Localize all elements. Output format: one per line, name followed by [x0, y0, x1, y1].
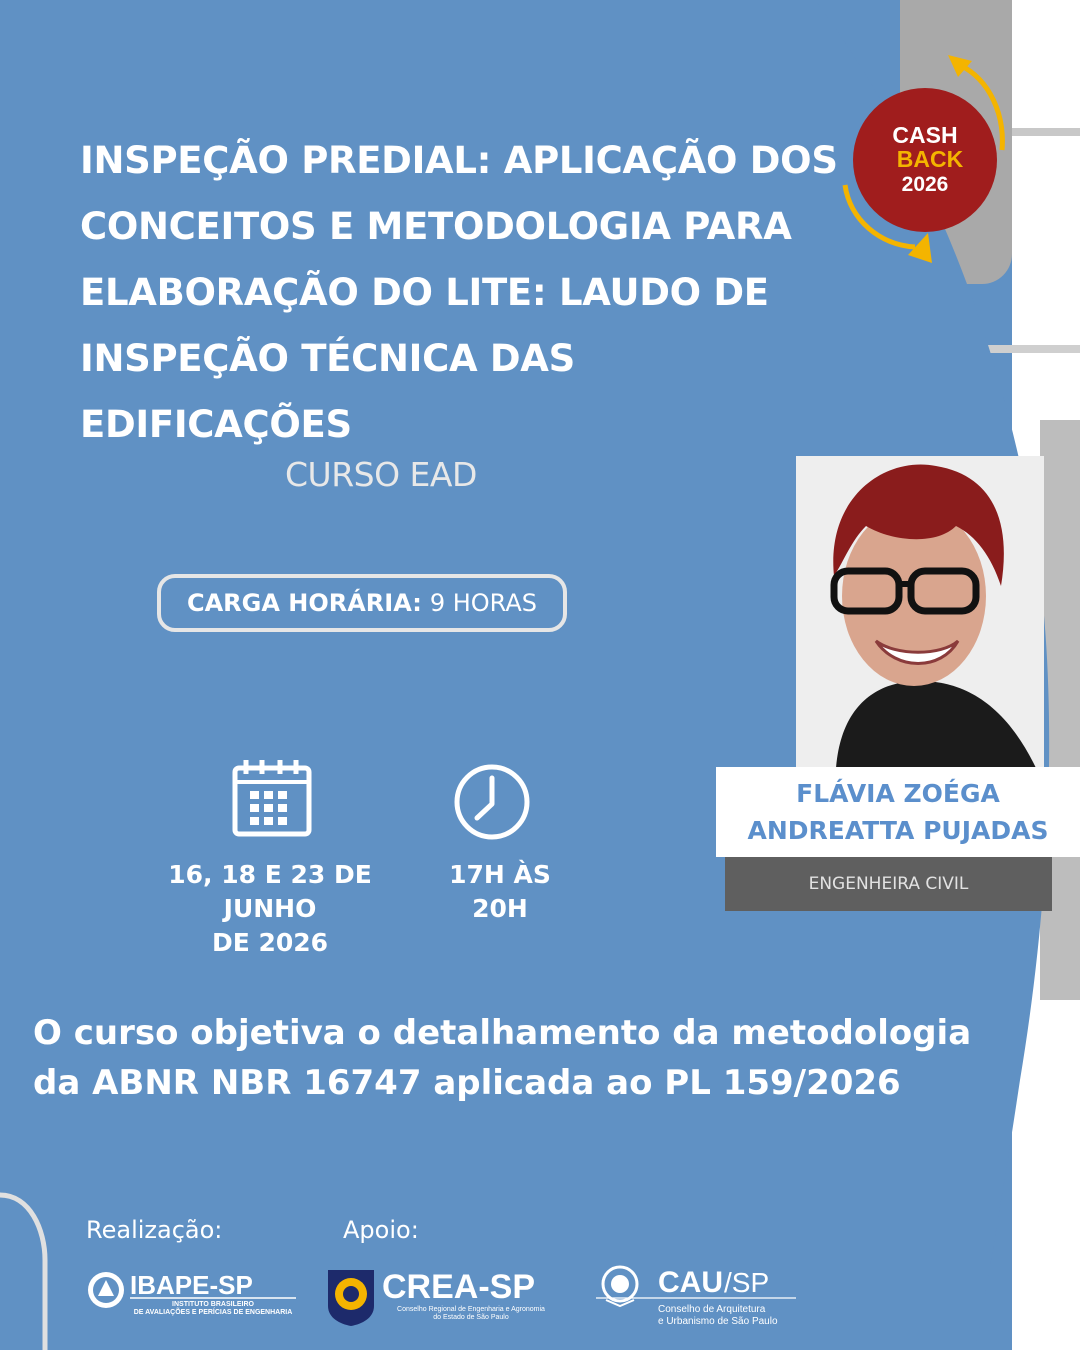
- instructor-name-line-1: FLÁVIA ZOÉGA: [796, 779, 1000, 808]
- date-line-1: 16, 18 E 23 DE JUNHO: [168, 860, 372, 923]
- course-title: INSPEÇÃO PREDIAL: APLICAÇÃO DOS CONCEITOS E METODOLOGIA PARA ELABORAÇÃO DO LITE: LAUDO DE INSPEÇÃO TÉCNICA DAS EDIFICAÇÕES: [80, 139, 838, 446]
- badge-line-1: CASH: [892, 122, 958, 148]
- course-dates: [120, 858, 420, 960]
- crea-sub-1: Conselho Regional de Engenharia e Agronomia: [397, 1306, 545, 1313]
- crea-name: CREA-SP: [382, 1268, 536, 1306]
- clock-icon: [452, 762, 532, 842]
- realizacao-label: Realização:: [86, 1216, 223, 1244]
- course-description: [33, 1008, 1033, 1108]
- workload-value: 9 HORAS: [429, 589, 538, 617]
- description-line-2: da ABNR NBR 16747 aplicada ao PL 159/2026: [33, 1063, 901, 1103]
- cau-sub-1: Conselho de Arquitetura: [658, 1304, 766, 1315]
- cashback-badge: [840, 55, 1010, 270]
- cau-suffix: /SP: [724, 1267, 770, 1298]
- instructor-name-line-2: ANDREATTA PUJADAS: [747, 816, 1049, 845]
- calendar-icon: [232, 758, 312, 838]
- ibape-sub-2: DE AVALIAÇÕES E PERÍCIAS DE ENGENHARIA: [133, 1309, 293, 1316]
- cau-name: CAU: [658, 1266, 723, 1299]
- workload-label: CARGA HORÁRIA:: [186, 589, 422, 617]
- description-line-1: O curso objetiva o detalhamento da metodologia: [33, 1013, 972, 1053]
- instructor-name: [716, 767, 1080, 857]
- instructor-photo: [796, 456, 1044, 768]
- instructor-role: ENGENHEIRA CIVIL: [725, 857, 1052, 911]
- ibape-name: IBAPE-SP: [130, 1270, 253, 1300]
- course-type: CURSO EAD: [285, 455, 477, 494]
- cau-sub-2: e Urbanismo de São Paulo: [658, 1316, 778, 1327]
- course-time: [440, 858, 560, 926]
- time-line-2: 20H: [472, 894, 528, 923]
- cau-sp-logo: [596, 1262, 806, 1328]
- ibape-sub-1: INSTITUTO BRASILEIRO: [172, 1301, 254, 1308]
- crea-sub-2: do Estado de São Paulo: [433, 1314, 509, 1321]
- apoio-label: Apoio:: [343, 1216, 419, 1244]
- date-line-2: DE 2026: [211, 928, 329, 957]
- badge-line-3: 2026: [901, 173, 949, 196]
- time-line-1: 17H ÀS: [449, 860, 551, 889]
- badge-line-2: BACK: [896, 146, 964, 172]
- crea-sp-logo: [326, 1266, 562, 1326]
- instructor-portrait-illustration: [796, 456, 1044, 768]
- ibape-sp-logo: [86, 1266, 306, 1316]
- workload-badge: [157, 574, 567, 632]
